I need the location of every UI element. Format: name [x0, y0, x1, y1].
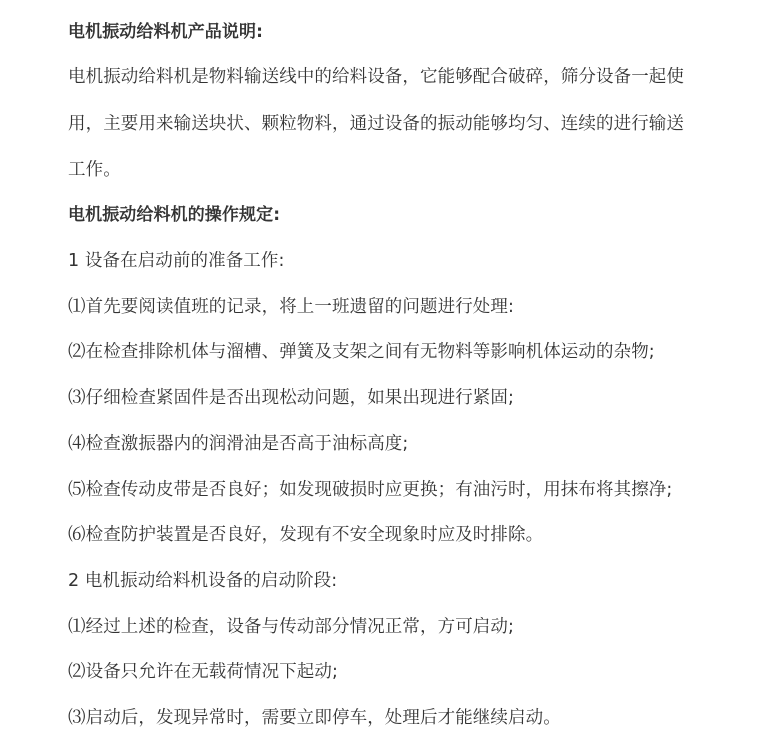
section-2-item: ⑴经过上述的检查，设备与传动部分情况正常，方可启动;	[68, 617, 514, 637]
intro-paragraph-line: 电机振动给料机是物料输送线中的给料设备，它能够配合破碎，筛分设备一起使	[68, 67, 684, 87]
intro-paragraph-line: 用，主要用来输送块状、颗粒物料，通过设备的振动能够均匀、连续的进行输送	[68, 114, 684, 134]
section-2-item: ⑶启动后，发现异常时，需要立即停车，处理后才能继续启动。	[68, 708, 561, 728]
section-1-item: ⑸检查传动皮带是否良好；如发现破损时应更换；有油污时，用抹布将其擦净;	[68, 480, 673, 500]
section-1-title: 1 设备在启动前的准备工作:	[68, 251, 285, 271]
section-1-item: ⑶仔细检查紧固件是否出现松动问题，如果出现进行紧固;	[68, 388, 514, 408]
product-description-heading: 电机振动给料机产品说明:	[68, 22, 263, 42]
section-2-item: ⑵设备只允许在无载荷情况下起动;	[68, 662, 338, 682]
section-2-title: 2 电机振动给料机设备的启动阶段:	[68, 571, 338, 591]
section-1-item: ⑷检查激振器内的润滑油是否高于油标高度;	[68, 434, 409, 454]
section-1-item: ⑵在检查排除机体与溜槽、弹簧及支架之间有无物料等影响机体运动的杂物;	[68, 342, 655, 362]
intro-paragraph-line: 工作。	[68, 160, 121, 180]
section-1-item: ⑹检查防护装置是否良好，发现有不安全现象时应及时排除。	[68, 525, 544, 545]
section-1-item: ⑴首先要阅读值班的记录，将上一班遗留的问题进行处理:	[68, 297, 514, 317]
operation-rules-heading: 电机振动给料机的操作规定:	[68, 205, 281, 225]
